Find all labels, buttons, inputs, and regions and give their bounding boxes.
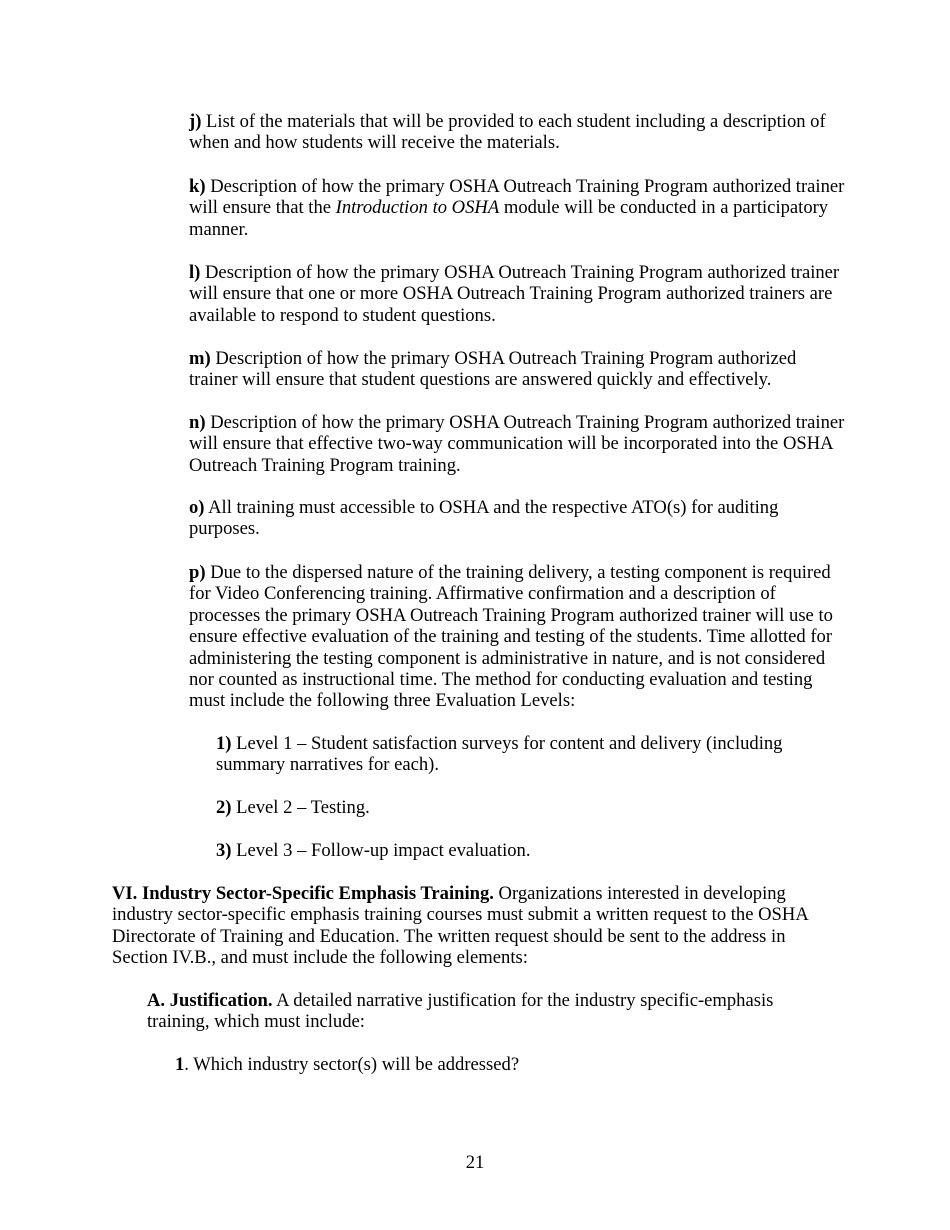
- item-n: [189, 412, 849, 476]
- evaluation-level-3-label: 3): [216, 840, 232, 861]
- item-k-text-after: module will be conducted in a participatory manner.: [189, 197, 829, 240]
- evaluation-level-2-label: 2): [216, 797, 232, 818]
- question-1-text: . Which industry sector(s) will be addressed?: [184, 1054, 520, 1075]
- section-a-heading: A. Justification.: [147, 990, 273, 1011]
- item-m: [189, 348, 849, 391]
- item-o-label: o): [189, 497, 205, 518]
- question-1-label: 1: [175, 1054, 185, 1075]
- page-number: 21: [465, 1152, 485, 1173]
- item-o-text: All training must accessible to OSHA and the respective ATO(s) for auditing purposes.: [189, 497, 779, 540]
- section-vi: [112, 883, 832, 969]
- section-a-justification: [147, 990, 827, 1033]
- item-k-label: k): [189, 176, 206, 197]
- item-j: [189, 111, 849, 154]
- item-n-label: n): [189, 412, 206, 433]
- item-j-text: List of the materials that will be provided to each student including a description of when and how students will receive the materials.: [189, 111, 826, 154]
- item-l-label: l): [189, 262, 201, 283]
- item-k: [189, 176, 849, 240]
- item-m-text: Description of how the primary OSHA Outreach Training Program authorized trainer will ensure that student questions are answered quickly and effectively.: [189, 348, 797, 391]
- section-vi-text: Organizations interested in developing industry sector-specific emphasis training courses must submit a written request to the OSHA Directorate of Training and Education. The written request should be sent to the address in Section IV.B., and must include the following elements:: [112, 883, 808, 969]
- evaluation-level-3: [216, 840, 836, 861]
- item-l: [189, 262, 849, 326]
- item-j-label: j): [189, 111, 202, 132]
- section-a-text: A detailed narrative justification for the industry specific-emphasis training, which must include:: [147, 990, 774, 1033]
- item-p-label: p): [189, 562, 206, 583]
- item-k-text-before: Description of how the primary OSHA Outreach Training Program authorized trainer will ensure that the: [189, 176, 845, 219]
- item-k-emphasis: Introduction to OSHA: [335, 197, 500, 219]
- item-n-text: Description of how the primary OSHA Outreach Training Program authorized trainer will ensure that effective two-way communication will be incorporated into the OSHA Outreach Training Program training.: [189, 412, 845, 476]
- item-o: [189, 497, 849, 540]
- evaluation-level-2: [216, 797, 836, 818]
- section-vi-heading: VI. Industry Sector-Specific Emphasis Training.: [112, 883, 494, 904]
- evaluation-level-1-label: 1): [216, 733, 232, 754]
- item-m-label: m): [189, 348, 211, 369]
- question-1: [175, 1054, 815, 1075]
- evaluation-level-1-text: Level 1 – Student satisfaction surveys for content and delivery (including summary narratives for each).: [216, 733, 783, 776]
- evaluation-level-1: [216, 733, 836, 776]
- evaluation-level-3-text: Level 3 – Follow-up impact evaluation.: [231, 840, 531, 861]
- item-p-text: Due to the dispersed nature of the training delivery, a testing component is required for Video Conferencing training. Affirmative confirmation and a description of processes the primary OSHA Outreach Training Program authorized trainer will use to ensure effective evaluation of the training and testing of the students. Time allotted for administering the testing component is administrative in nature, and is not considered nor counted as instructional time. The method for conducting evaluation and testing must include the following three Evaluation Levels:: [189, 562, 833, 712]
- item-l-text: Description of how the primary OSHA Outreach Training Program authorized trainer will ensure that one or more OSHA Outreach Training Program authorized trainers are available to respond to student questions.: [189, 262, 840, 326]
- item-p: [189, 562, 849, 712]
- evaluation-level-2-text: Level 2 – Testing.: [231, 797, 370, 818]
